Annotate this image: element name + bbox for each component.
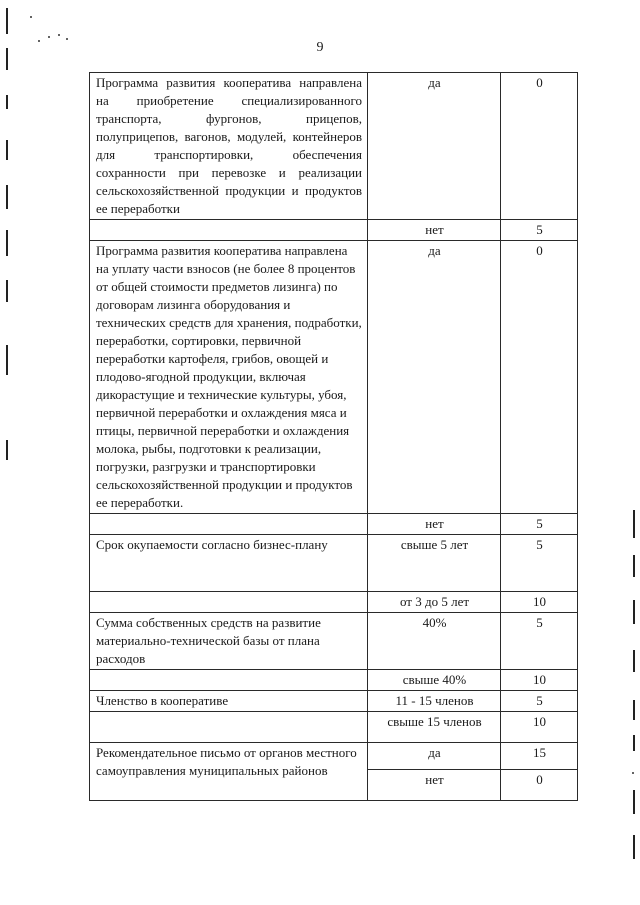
value-cell: да: [368, 241, 501, 514]
criterion-cell: Программа развития кооператива направлена на приобретение специализированного транспорта, фургонов, прицепов, полуприцепов, вагонов, модулей, контейнеров для транспортировки, обеспечения сохранности при перевозке и реализации сельскохозяйственной продукции и продуктов ее переработки: [90, 73, 368, 220]
criterion-cell: [90, 712, 368, 743]
scan-speck: [48, 36, 50, 38]
value-cell: нет: [368, 770, 501, 801]
points-cell: 10: [501, 592, 578, 613]
criterion-cell: [90, 220, 368, 241]
points-cell: 0: [501, 73, 578, 220]
scan-speck: [632, 772, 634, 774]
points-cell: 0: [501, 770, 578, 801]
table-row: [90, 73, 578, 220]
scan-edge-mark: [6, 140, 8, 160]
scan-edge-mark: [6, 185, 8, 209]
value-cell: да: [368, 743, 501, 770]
table-row: [90, 514, 578, 535]
value-cell: от 3 до 5 лет: [368, 592, 501, 613]
points-cell: 5: [501, 220, 578, 241]
value-cell: свыше 15 членов: [368, 712, 501, 743]
criterion-cell: Срок окупаемости согласно бизнес-плану: [90, 535, 368, 592]
table-row: [90, 712, 578, 743]
table-row: [90, 743, 578, 770]
table-row: [90, 691, 578, 712]
criterion-cell: Программа развития кооператива направлена на уплату части взносов (не более 8 процентов от общей стоимости предметов лизинга) по договорам лизинга оборудования и технических средств для хранения, подработки, переработки, сортировки, первичной переработки картофеля, грибов, овощей и плодово-ягодной продукции, включая дикорастущие и технические культуры, убоя, первичной переработки и охлаждения мяса и птицы, первичной переработки и охлаждения молока, рыбы, подготовки к реализации, погрузки, разгрузки и транспортировки сельскохозяйственной продукции и продуктов ее переработки.: [90, 241, 368, 514]
value-cell: нет: [368, 514, 501, 535]
scan-edge-mark: [633, 790, 635, 814]
points-cell: 5: [501, 514, 578, 535]
value-cell: 40%: [368, 613, 501, 670]
value-cell: свыше 5 лет: [368, 535, 501, 592]
points-cell: 10: [501, 670, 578, 691]
points-cell: 5: [501, 535, 578, 592]
table-row: [90, 535, 578, 592]
table-row: [90, 241, 578, 514]
scan-edge-mark: [633, 600, 635, 624]
points-cell: 5: [501, 691, 578, 712]
value-cell: свыше 40%: [368, 670, 501, 691]
value-cell: нет: [368, 220, 501, 241]
scan-speck: [30, 16, 32, 18]
table-row: [90, 220, 578, 241]
criteria-table: [89, 72, 578, 801]
points-cell: 10: [501, 712, 578, 743]
scan-edge-mark: [6, 95, 8, 109]
scan-edge-mark: [633, 700, 635, 720]
scan-edge-mark: [633, 510, 635, 538]
criterion-cell: [90, 592, 368, 613]
scan-edge-mark: [6, 440, 8, 460]
scan-edge-mark: [633, 555, 635, 577]
scan-edge-mark: [633, 735, 635, 751]
value-cell: да: [368, 73, 501, 220]
table-row: [90, 670, 578, 691]
scan-edge-mark: [6, 230, 8, 256]
criterion-cell: Членство в кооперативе: [90, 691, 368, 712]
points-cell: 5: [501, 613, 578, 670]
criterion-cell: Сумма собственных средств на развитие материально-технической базы от плана расходов: [90, 613, 368, 670]
criterion-cell: Рекомендательное письмо от органов местного самоуправления муниципальных районов: [90, 743, 368, 801]
scan-edge-mark: [6, 345, 8, 375]
scan-speck: [58, 34, 60, 36]
points-cell: 15: [501, 743, 578, 770]
points-cell: 0: [501, 241, 578, 514]
page-number: 9: [316, 40, 324, 55]
table-row: [90, 613, 578, 670]
table-row: [90, 592, 578, 613]
criterion-cell: [90, 670, 368, 691]
value-cell: 11 - 15 членов: [368, 691, 501, 712]
scan-edge-mark: [633, 835, 635, 859]
scan-edge-mark: [633, 650, 635, 672]
criterion-cell: [90, 514, 368, 535]
scan-edge-mark: [6, 8, 8, 34]
scan-edge-mark: [6, 280, 8, 302]
